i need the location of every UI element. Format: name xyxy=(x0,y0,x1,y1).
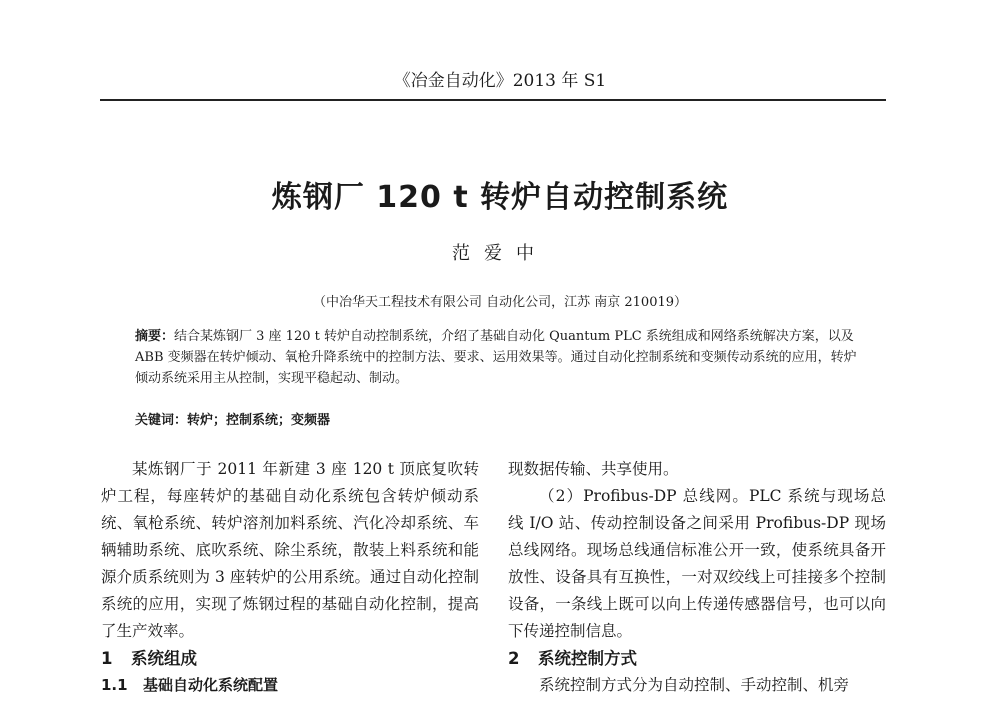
subsection-title: 基础自动化系统配置 xyxy=(143,676,279,694)
header-rule xyxy=(100,99,886,101)
section-number: 2 xyxy=(508,649,520,668)
abstract-label: 摘要： xyxy=(135,329,175,344)
keywords-text: 转炉；控制系统；变频器 xyxy=(187,413,331,428)
left-column xyxy=(101,456,479,699)
abstract-text: 结合某炼钢厂 3 座 120 t 转炉自动控制系统，介绍了基础自动化 Quantum PLC 系统组成和网络系统解决方案，以及 ABB 变频器在转炉倾动、氧枪升降系统中的控制方法、要求、运用效果等。通过自动化控制系统和变频传动系统的应用，转炉倾动系统采用主从控制，实现平稳起动、制动。 xyxy=(135,329,857,386)
section-heading-2 xyxy=(508,645,886,672)
subsection-heading-1-1 xyxy=(101,672,479,699)
profibus-paragraph: （2）Profibus-DP 总线网。PLC 系统与现场总线 I/O 站、传动控制设备之间采用 Profibus-DP 现场总线网络。现场总线通信标准公开一致，使系统具备开放性、设备具有互换性，一对双绞线上可挂接多个控制设备，一条线上既可以向上传递传感器信号，也可以向下传递控制信息。 xyxy=(508,487,886,640)
section-number: 1 xyxy=(101,649,113,668)
paper-title: 炼钢厂 120 t 转炉自动控制系统 xyxy=(271,180,729,215)
affiliation: （中冶华天工程技术有限公司 自动化公司，江苏 南京 210019） xyxy=(312,295,688,310)
section-heading-1 xyxy=(101,645,479,672)
continued-text: 现数据传输、共享使用。 xyxy=(508,460,679,478)
journal-header: 《冶金自动化》2013 年 S1 xyxy=(393,71,607,91)
section-title: 系统组成 xyxy=(131,649,197,668)
abstract xyxy=(135,326,865,389)
section-title: 系统控制方式 xyxy=(538,649,637,668)
right-column xyxy=(508,456,886,699)
keywords xyxy=(135,409,865,428)
intro-paragraph: 某炼钢厂于 2011 年新建 3 座 120 t 顶底复吹转炉工程，每座转炉的基础自动化系统包含转炉倾动系统、氧枪系统、转炉溶剂加料系统、汽化冷却系统、车辆辅助系统、底吹系统、除尘系统，散装上料系统和能源介质系统则为 3 座转炉的公用系统。通过自动化控制系统的应用，实现了炼钢过程的基础自动化控制，提高了生产效率。 xyxy=(101,460,479,640)
author-name: 范爱中 xyxy=(452,243,548,264)
keywords-label: 关键词： xyxy=(135,413,188,428)
subsection-number: 1.1 xyxy=(101,676,128,694)
control-mode-paragraph: 系统控制方式分为自动控制、手动控制、机旁 xyxy=(539,676,850,694)
